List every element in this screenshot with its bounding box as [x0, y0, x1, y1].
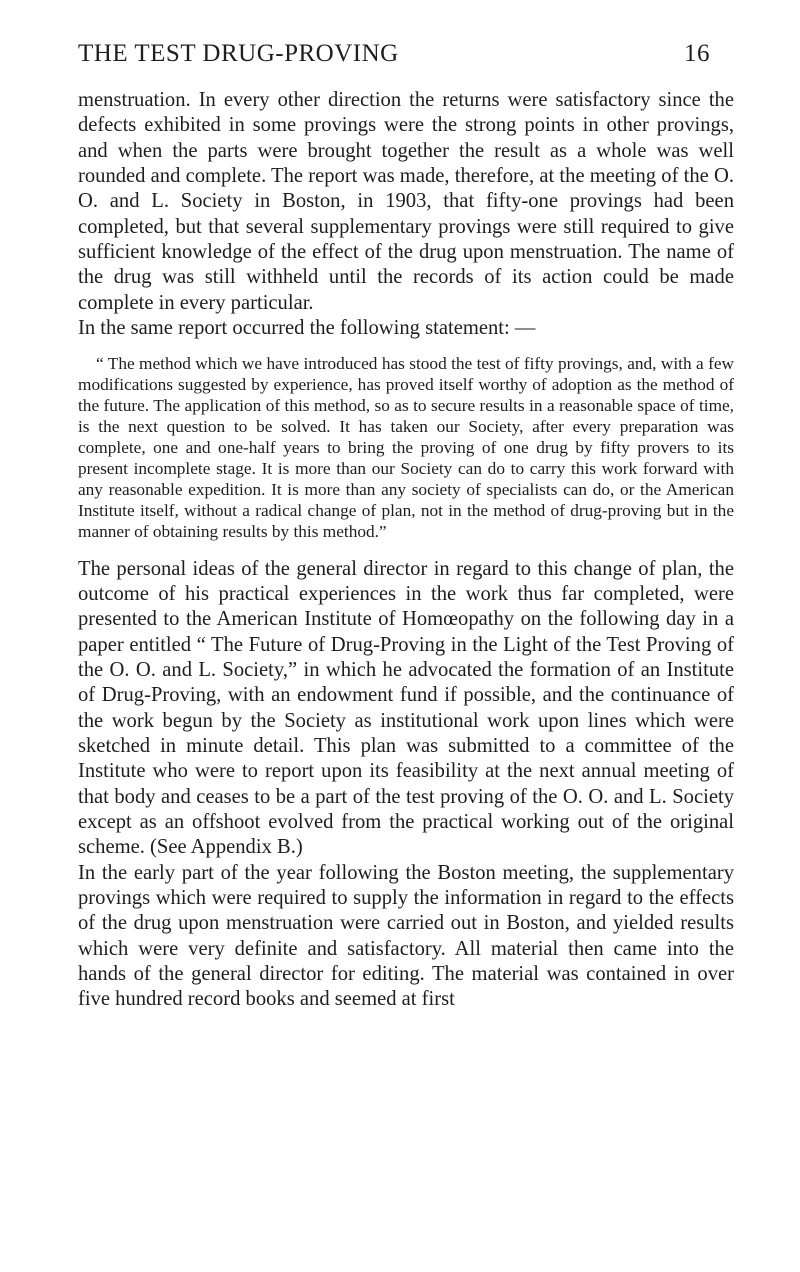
- running-head-title: THE TEST DRUG-PROVING: [78, 40, 399, 67]
- running-head: [78, 40, 734, 72]
- paragraph-supplementary-provings: In the early part of the year following the Boston meeting, the supplementary provings which were required to supply the information in regard to the effects of the drug upon menstruation were carried out in Boston, and yielded results which were very definite and satisfactory. All material then came into the hands of the general director for editing. The material was contained in over five hundred record books and seemed at first: [78, 861, 734, 1011]
- paragraph-menstruation-returns: menstruation. In every other direction the returns were satisfactory since the defects exhibited in some provings were the strong points in other provings, and when the parts were brought together the result as a whole was well rounded and complete. The report was made, therefore, at the meeting of the O. O. and L. Society in Boston, in 1903, that fifty-one provings had been completed, but that several supplementary provings were still required to give sufficient knowledge of the effect of the drug upon menstruation. The name of the drug was still withheld until the records of its action could be made complete in every particular.: [78, 89, 734, 314]
- paragraph-report-statement-intro: In the same report occurred the following statement: —: [78, 317, 536, 340]
- paragraph-personal-ideas: The personal ideas of the general director in regard to this change of plan, the outcome of his practical experiences in the work thus far completed, were presented to the American Institute of Homœopathy on the following day in a paper entitled “ The Future of Drug-Proving in the Light of the Test Proving of the O. O. and L. Society,” in which he advocated the formation of an Institute of Drug-Proving, with an endowment fund if possible, and the continuance of the work begun by the Society as institutional work upon lines which were sketched in minute detail. This plan was submitted to a committee of the Institute who were to report upon its feasibility at the next annual meeting of that body and ceases to be a part of the test proving of the O. O. and L. Society except as an offshoot evolved from the practical working out of the original scheme. (See Appendix B.): [78, 557, 734, 859]
- page: [78, 40, 734, 1013]
- block-quote-method: “ The method which we have introduced has stood the test of fifty provings, and, with a few modifications suggested by experience, has proved itself worthy of adoption as the method of the future. The application of this method, so as to secure results in a reasonable space of time, is the next question to be solved. It has taken our Society, after every preparation was complete, one and one-half years to bring the proving of one drug by fifty provers to its present incomplete stage. It is more than our Society can do to carry this work forward with any reasonable expedition. It is more than any society of specialists can do, or the American Institute itself, without a radical change of plan, not in the method of drug-proving but in the manner of obtaining results by this method.”: [78, 354, 734, 541]
- page-number: 16: [684, 40, 710, 67]
